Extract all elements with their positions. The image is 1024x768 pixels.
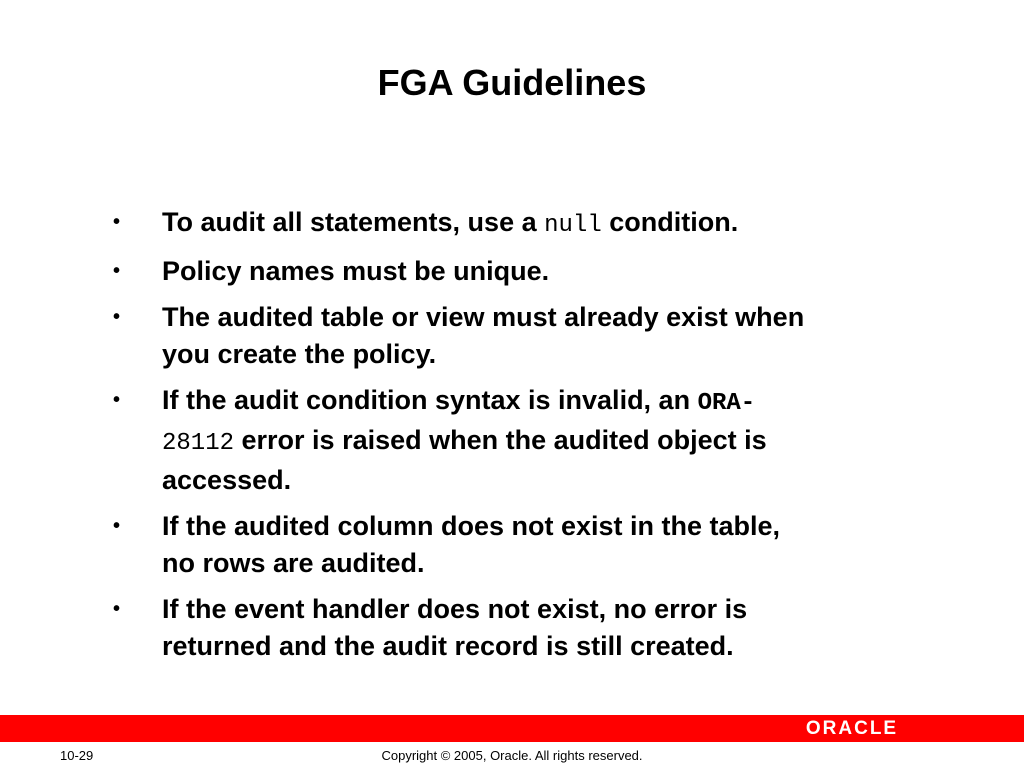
bullet-item bbox=[106, 382, 926, 499]
bullet-marker: • bbox=[113, 306, 121, 328]
bullet-text: returned and the audit record is still created. bbox=[162, 631, 734, 661]
bullet-item bbox=[106, 253, 926, 290]
bullet-text: To audit all statements, use a bbox=[162, 207, 545, 237]
bullet-item bbox=[106, 299, 926, 373]
bullet-marker: • bbox=[113, 598, 121, 620]
page-number: 10-29 bbox=[60, 748, 94, 763]
code-ora: ORA- bbox=[697, 390, 756, 417]
bullet-text: no rows are audited. bbox=[162, 548, 425, 578]
oracle-logo bbox=[790, 717, 914, 739]
bullet-text: Policy names must be unique. bbox=[162, 256, 550, 286]
bullet-text: If the audit condition syntax is invalid, an bbox=[162, 385, 698, 415]
bullet-text: If the audited column does not exist in the table, bbox=[162, 511, 781, 541]
bullet-text: The audited table or view must already exist when bbox=[162, 302, 805, 332]
bullet-text: you create the policy. bbox=[162, 339, 437, 369]
copyright-text: Copyright © 2005, Oracle. All rights reserved. bbox=[381, 748, 643, 763]
bullet-text: If the event handler does not exist, no error is bbox=[162, 594, 748, 624]
bullet-text: error is raised when the audited object is bbox=[234, 425, 767, 455]
bullet-item bbox=[106, 204, 926, 244]
bullet-marker: • bbox=[113, 211, 121, 233]
code-error-number: 28112 bbox=[162, 430, 235, 457]
slide-title: FGA Guidelines bbox=[377, 62, 647, 103]
bullet-marker: • bbox=[113, 260, 121, 282]
bullet-item bbox=[106, 508, 926, 582]
bullet-text: accessed. bbox=[162, 465, 292, 495]
bullet-text: condition. bbox=[601, 207, 739, 237]
code-null: null bbox=[544, 212, 602, 239]
bullet-list bbox=[106, 204, 926, 674]
oracle-logo-text: ORACLE bbox=[805, 718, 899, 739]
bullet-item bbox=[106, 591, 926, 665]
bullet-marker: • bbox=[113, 515, 121, 537]
bullet-marker: • bbox=[113, 389, 121, 411]
